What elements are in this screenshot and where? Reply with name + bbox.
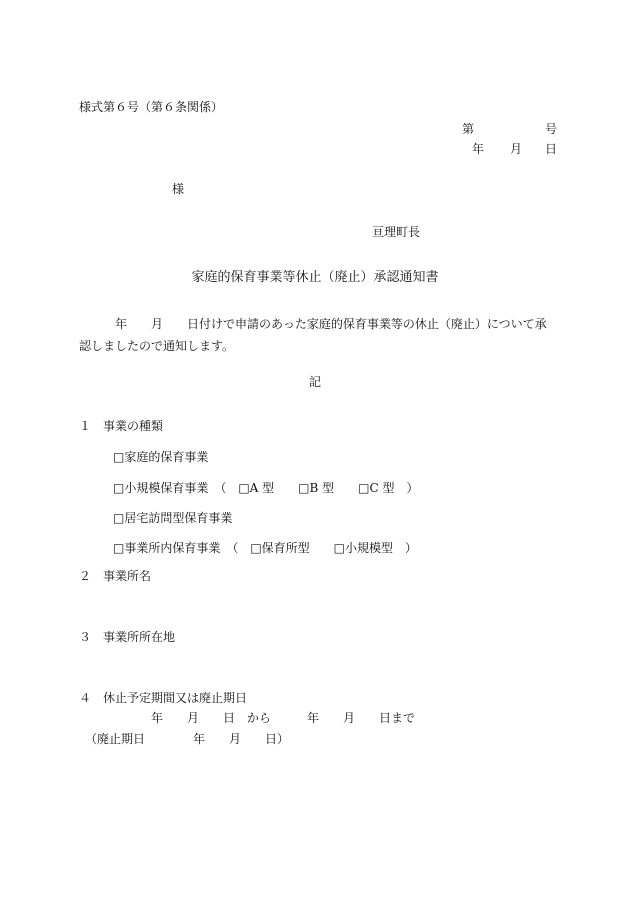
addressee-honorific: 様 <box>172 182 185 196</box>
document-date <box>472 143 557 157</box>
sender-name: 亘理町長 <box>372 225 421 239</box>
section-2-label: ２ 事業所名 <box>79 569 152 583</box>
body-text <box>79 313 559 357</box>
doc-number-suffix: 号 <box>544 122 557 136</box>
date-day: 日 <box>545 142 558 156</box>
date-month: 月 <box>510 142 523 156</box>
form-id: 様式第６号（第６条関係） <box>79 100 224 114</box>
option-small-scale-childcare: □小規模保育事業 （ □A 型 □B 型 □C 型 ） <box>113 481 419 495</box>
section-4-label: ４ 休止予定期間又は廃止期日 <box>79 691 248 705</box>
doc-number-prefix: 第 <box>462 122 475 136</box>
option-home-visit-childcare: □居宅訪問型保育事業 <box>113 511 233 525</box>
section-1-label: １ 事業の種類 <box>79 419 164 433</box>
option-workplace-childcare: □事業所内保育事業 （ □保育所型 □小規模型 ） <box>113 541 418 555</box>
body-line-2: 認しましたので通知します。 <box>79 339 235 353</box>
suspension-period: 年 月 日 から 年 月 日まで <box>79 711 416 725</box>
ki-heading: 記 <box>308 375 321 389</box>
date-year: 年 <box>472 142 485 156</box>
body-line-1: 年 月 日付けで申請のあった家庭的保育事業等の休止（廃止）について承 <box>79 317 547 331</box>
abolition-date: （廃止期日 年 月 日） <box>79 732 290 746</box>
section-3-label: ３ 事業所所在地 <box>79 630 176 644</box>
document-title: 家庭的保育事業等休止（廃止）承認通知書 <box>191 270 439 285</box>
option-home-childcare: □家庭的保育事業 <box>113 450 209 464</box>
